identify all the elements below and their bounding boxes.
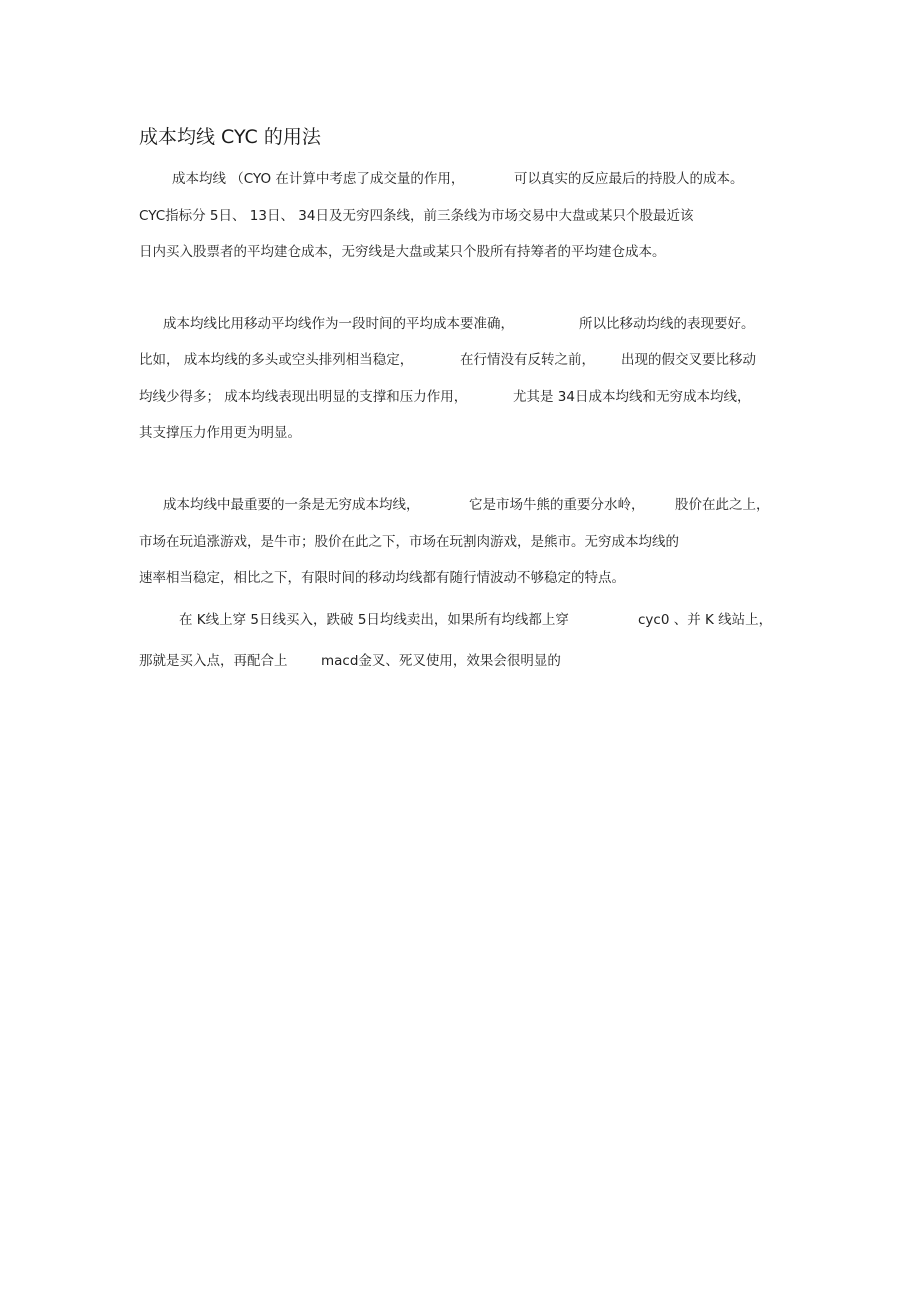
text-segment: 尤其是 34日成本均线和无穷成本均线，: [513, 389, 751, 405]
text-segment: 股价在此之上，: [675, 497, 770, 513]
text-segment: 速率相当稳定，相比之下，有限时间的移动均线都有随行情波动不够稳定的特点。: [139, 570, 625, 586]
text-segment: CYC指标分 5日、 13日、 34日及无穷四条线，前三条线为市场交易中大盘或某只个股最近该: [139, 208, 694, 224]
text-segment: 成本均线比用移动平均线作为一段时间的平均成本要准确，: [163, 316, 514, 332]
text-segment: 其支撑压力作用更为明显。: [139, 425, 301, 441]
text-segment: 比如， 成本均线的多头或空头排列相当稳定，: [139, 352, 414, 368]
text-segment: cyc0 、并 K 线站上，: [638, 612, 773, 628]
text-segment: 可以真实的反应最后的持股人的成本。: [514, 171, 744, 187]
text-segment: 均线少得多； 成本均线表现出明显的支撑和压力作用，: [139, 389, 468, 405]
text-segment: 在 K线上穿 5日线买入，跌破 5日均线卖出，如果所有均线都上穿: [179, 612, 569, 628]
text-segment: 成本均线中最重要的一条是无穷成本均线，: [163, 497, 420, 513]
document-title: 成本均线 CYC 的用法: [139, 126, 321, 148]
text-segment: 那就是买入点，再配合上: [139, 653, 288, 669]
text-segment: 它是市场牛熊的重要分水岭，: [469, 497, 645, 513]
text-segment: 所以比移动均线的表现要好。: [579, 316, 755, 332]
text-segment: 市场在玩追涨游戏，是牛市；股价在此之下，市场在玩割肉游戏，是熊市。无穷成本均线的: [139, 534, 679, 550]
text-segment: 在行情没有反转之前，: [460, 352, 595, 368]
text-segment: macd金叉、死叉使用，效果会很明显的: [321, 653, 561, 669]
text-segment: 成本均线 （CYO 在计算中考虑了成交量的作用，: [172, 171, 465, 187]
text-segment: 出现的假交叉要比移动: [621, 352, 756, 368]
text-segment: 日内买入股票者的平均建仓成本，无穷线是大盘或某只个股所有持筹者的平均建仓成本。: [139, 244, 666, 260]
